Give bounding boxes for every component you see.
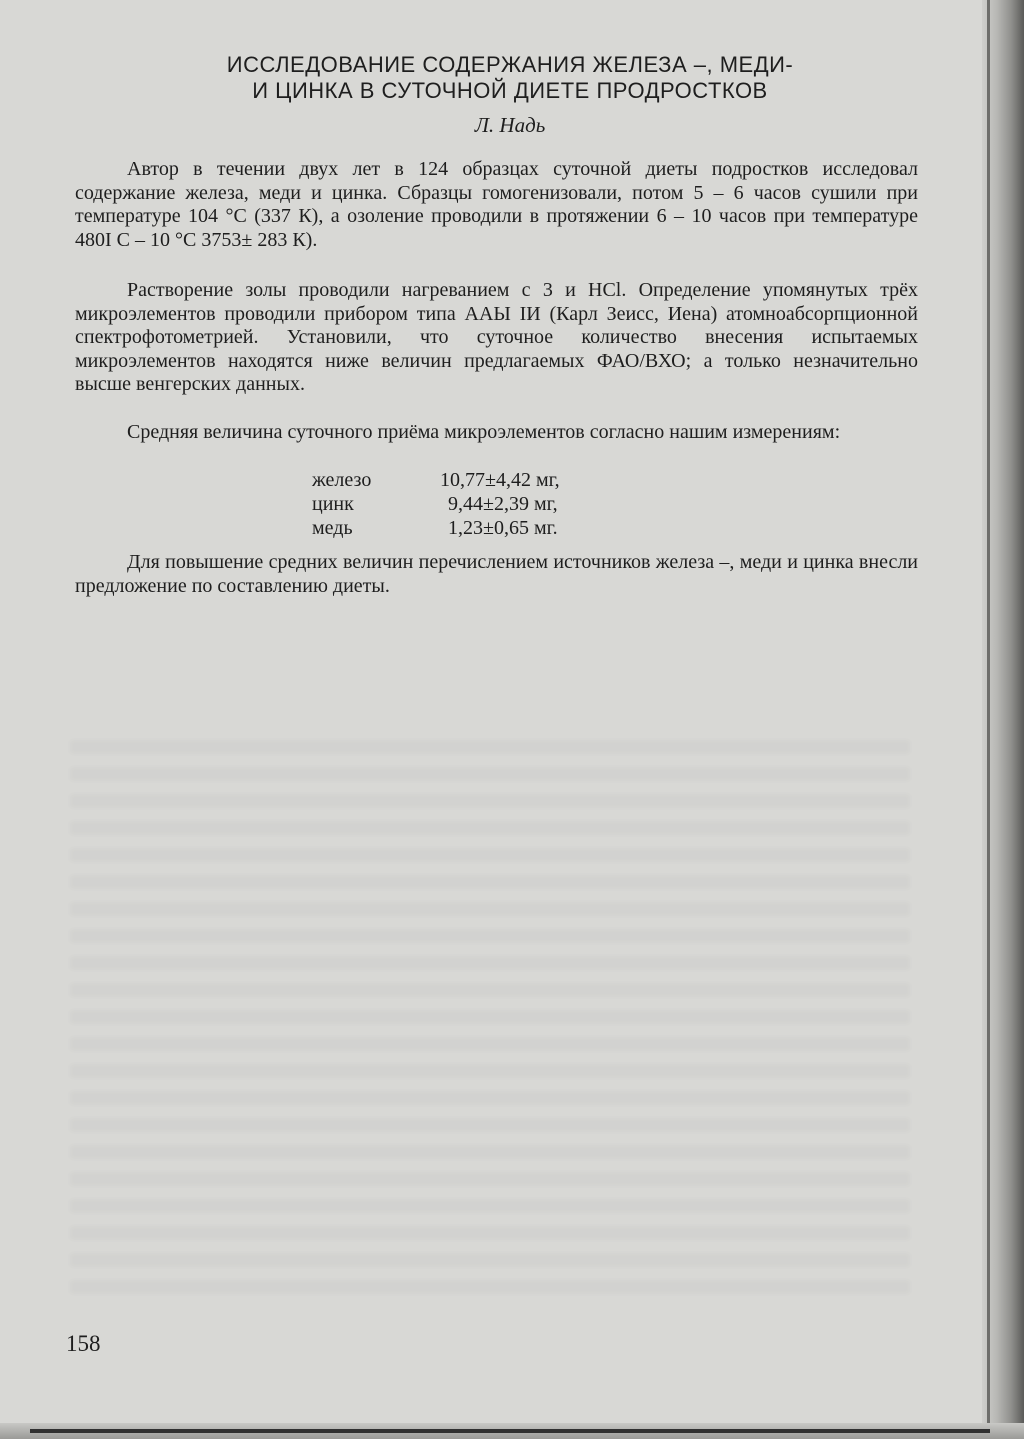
paragraph-4: Для повышение средних величин перечислением источников железа –, меди и цинка внесли предложение по составлению диеты.	[75, 551, 918, 597]
measurement-row	[312, 492, 668, 516]
title-line-1: ИССЛЕДОВАНИЕ СОДЕРЖАНИЯ ЖЕЛЕЗА –, МЕДИ-	[226, 52, 794, 77]
paragraph-1: Автор в течении двух лет в 124 образцах суточной диеты подростков исследовал содержание железа, меди и цинка. Сбразцы гомогенизовали, потом 5 – 6 часов сушили при температуре 104 °С (337 К), а озоление проводили в протяжении 6 – 10 часов при температуре 480I С – 10 °С 3753± 283 К).	[75, 158, 918, 251]
measurement-name: медь	[312, 517, 353, 539]
page-binding-line	[987, 0, 990, 1439]
measurement-value: 10,77±4,42 мг,	[440, 469, 560, 491]
measurement-value: 1,23±0,65 мг.	[448, 517, 558, 539]
reverse-side-bleed	[70, 740, 910, 1300]
measurement-value: 9,44±2,39 мг,	[448, 493, 558, 515]
paragraph-3: Средняя величина суточного приёма микроэлементов согласно нашим измерениям:	[127, 421, 841, 443]
measurements-list	[312, 468, 668, 540]
measurement-row	[312, 468, 668, 492]
paragraph-2: Растворение золы проводили нагреванием с 3 и НСl. Определение упомянутых трёх микроэлементов проводили прибором типа ААЫ ІИ (Карл Зеисс, Иена) атомноабсорпционной спектрофотометрией. Установили, что суточное количество внесения испытаемых микроэлементов находятся ниже величин предлагаемых ФАО/ВХО; а только незначительно высше венгерских данных.	[75, 279, 918, 395]
author-name: Л. Надь	[474, 113, 546, 137]
measurement-row	[312, 516, 668, 540]
title-line-2: И ЦИНКА В СУТОЧНОЙ ДИЕТЕ ПРОДРОСТКОВ	[252, 78, 768, 103]
measurement-name: цинк	[312, 493, 354, 515]
article-title	[120, 52, 900, 104]
measurement-name: железо	[312, 469, 372, 491]
page-number: 158	[66, 1331, 101, 1356]
page-bottom-bar	[30, 1429, 990, 1433]
